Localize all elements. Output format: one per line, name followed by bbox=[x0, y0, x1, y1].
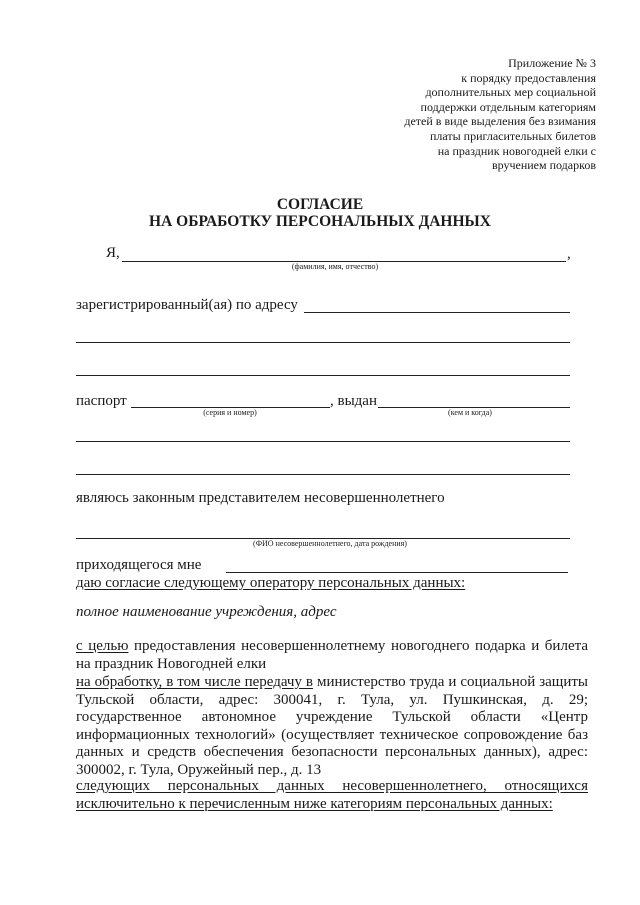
fio-caption: (фамилия, имя, отчество) bbox=[291, 262, 379, 271]
relation-field[interactable] bbox=[226, 572, 568, 573]
purpose-text: предоставления несовершеннолетнему новогоднего подарка и билета на праздник Новогодней елки bbox=[76, 638, 588, 672]
processing-paragraph bbox=[76, 674, 588, 779]
purpose-paragraph bbox=[76, 638, 588, 673]
issued-field-2[interactable] bbox=[76, 441, 570, 442]
i-label: Я, bbox=[106, 245, 120, 261]
issued-label: , выдан bbox=[330, 393, 377, 409]
address-field-2[interactable] bbox=[76, 342, 570, 343]
annex-line: детей в виде выделения без взимания bbox=[404, 114, 596, 129]
purpose-underlined: с целью bbox=[76, 638, 129, 654]
passport-caption: (серия и номер) bbox=[203, 408, 257, 417]
address-field-1[interactable] bbox=[304, 312, 570, 313]
annex-line: поддержки отдельным категориям bbox=[420, 99, 596, 114]
data-scope-paragraph: следующих персональных данных несовершеннолетнего, относящихся исключительно к перечисленным ниже категориям персональных данных: bbox=[76, 778, 588, 812]
annex-line: вручением подарков bbox=[491, 158, 596, 173]
annex-line: платы пригласительных билетов bbox=[429, 128, 596, 143]
representative-label: являюсь законным представителем несовершеннолетнего bbox=[76, 490, 445, 506]
annex-line: к порядку предоставления bbox=[461, 70, 596, 85]
document-title: СОГЛАСИЕ bbox=[276, 196, 364, 213]
institution-placeholder: полное наименование учреждения, адрес bbox=[76, 604, 337, 620]
consent-operator-text: даю согласие следующему оператору персональных данных: bbox=[76, 575, 466, 591]
fio-comma: , bbox=[567, 246, 571, 262]
issued-field-3[interactable] bbox=[76, 474, 570, 475]
annex-header bbox=[336, 56, 596, 173]
annex-line: дополнительных мер социальной bbox=[425, 85, 596, 100]
minor-caption: (ФИО несовершеннолетнего, дата рождения) bbox=[253, 539, 407, 548]
registered-label: зарегистрированный(ая) по адресу bbox=[76, 297, 298, 313]
annex-line: Приложение № 3 bbox=[508, 56, 596, 70]
document-subtitle: НА ОБРАБОТКУ ПЕРСОНАЛЬНЫХ ДАННЫХ bbox=[149, 213, 491, 230]
issued-caption: (кем и когда) bbox=[448, 408, 492, 417]
processing-text: министерство труда и социальной защиты Тульской области, адрес: 300041, г. Тула, ул. Пушкинская, д. 29; государственное автономное учреждение Тульской области «Центр информационных технологий» (осуществляет техническое сопровождение баз данных и средств обеспечения безопасности персональных данных), адрес: 300002, г. Тула, Оружейный пер., д. 13 bbox=[76, 674, 588, 778]
relation-label: приходящегося мне bbox=[76, 557, 202, 573]
address-field-3[interactable] bbox=[76, 375, 570, 376]
passport-label: паспорт bbox=[76, 393, 127, 409]
annex-line: на праздник новогодней елки с bbox=[437, 143, 596, 158]
processing-underlined: на обработку, в том числе передачу в bbox=[76, 674, 313, 690]
